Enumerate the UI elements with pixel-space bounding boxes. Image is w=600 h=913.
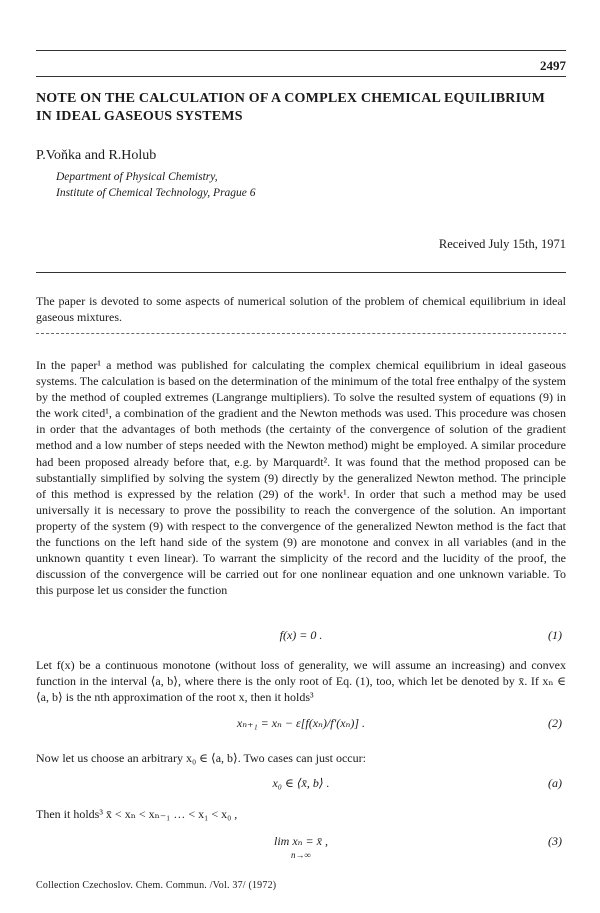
body-paragraph-3-block [36,750,566,766]
equation-1-tag: (1) [548,628,562,642]
equation-a-tag: (a) [548,776,562,790]
equation-2-tag: (2) [548,716,562,730]
abstract: The paper is devoted to some aspects of numerical solution of the problem of chemical equilibrium in ideal gaseous mixtures. [36,294,566,324]
affiliation-institute: Institute of Chemical Technology, Prague 6 [56,187,256,199]
received-date: Received July 15th, 1971 [438,237,566,251]
equation-3-expression [36,832,566,864]
affiliation-department: Department of Physical Chemistry, [56,171,218,183]
body-text [36,357,566,598]
article-authors: P.Voňka and R.Holub [36,148,157,163]
equation-3 [36,832,566,862]
equation-a [36,774,566,792]
body-paragraph-4-block [36,806,566,822]
header-rule-bottom [36,76,566,77]
body-paragraph-2-block [36,657,566,705]
header-rule [36,50,566,51]
affiliation [56,169,256,201]
body-paragraph-4: Then it holds³ x̄ < xₙ < xₙ₋₁ … < x₁ < x₀ , [36,807,238,821]
body-paragraph-2: Let f(x) be a continuous monotone (without loss of generality, we will assume an increasing) and convex function in the interval ⟨a, b⟩, where there is the only root of Eq. (1), too, which let be denoted by x̄. If xₙ ∈ ⟨a, b⟩ is the nth approximation of the root x, then it holds³ [36,658,566,705]
equation-1 [36,626,566,644]
abstract-rule-top [36,272,566,273]
equation-3-tag: (3) [548,834,562,848]
page-number: 2497 [540,58,566,73]
body-paragraph-1: In the paper¹ a method was published for calculating the complex chemical equilibrium in ideal gaseous systems. The calculation is based on the determination of the minimum of the total free enthalpy of the system by the method of coupled extremes (Langrange multipliers). To solve the resulted system of equations (9) in the work cited¹, a combination of the gradient and the Newton methods was used. This procedure was chosen in order that the advantages of both methods (the certainty of the convergence of solution of the gradient method and a low number of steps needed with the Newton method) might be employed. A similar procedure had been proposed already before that, e.g. by Marquardt². It was found that the method proposed can be substantially simplified by solving the system (9) directly by the generalized Newton method. The principle of this method is expressed by the relation (29) of the work¹. In order that such a method may be used universally it is necessary to prove the possibility to reach the convergence of the solution. An important property of the system (9) with respect to the convergence of the generalized Newton method is the fact that the functions on the left hand side of the system (9) are monotone and convex in all variables (and in the unknown quantity t even linear). To warrant the simplicity of the record and the lucidity of the proof, the discussion of the convergence will be carried out for one nonlinear equation and one unknown variable. To this purpose let us consider the function [36,358,566,598]
equation-2-expression: xₙ₊₁ = xₙ − ε[f(xₙ)/f′(xₙ)] . [236,716,366,730]
equation-a-expression: x₀ ∈ ⟨x̄, b⟩ . [272,776,330,790]
equation-3-main: lim xₙ = x̄ , [274,834,328,848]
article-title: NOTE ON THE CALCULATION OF A COMPLEX CHEMICAL EQUILIBRIUM IN IDEAL GASEOUS SYSTEMS [36,91,545,124]
footer-citation: Collection Czechoslov. Chem. Commun. /Vol. 37/ (1972) [36,880,277,891]
equation-3-limit-subscript: n→∞ [291,850,311,860]
body-paragraph-3: Now let us choose an arbitrary x₀ ∈ ⟨a, b⟩. Two cases can just occur: [36,751,366,765]
equation-2 [36,714,566,732]
abstract-rule-bottom [36,333,566,334]
equation-1-expression: f(x) = 0 . [279,628,323,642]
